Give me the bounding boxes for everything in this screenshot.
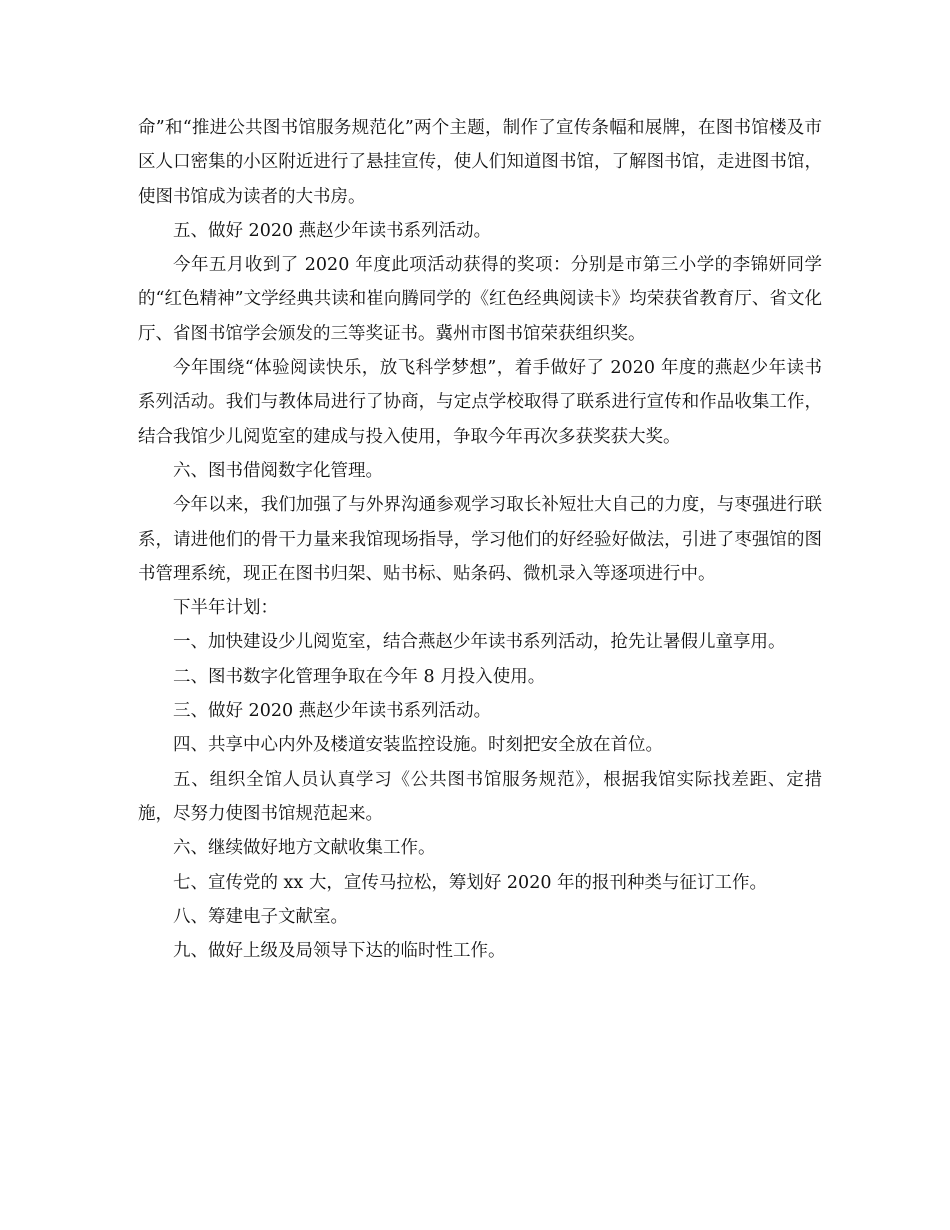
paragraph-heading-5: 五、做好 2020 燕赵少年读书系列活动。 [173,220,492,241]
plan-item-6: 六、继续做好地方文献收集工作。 [173,838,436,859]
plan-item-3: 三、做好 2020 燕赵少年读书系列活动。 [173,701,492,722]
plan-item-5: 五、组织全馆人员认真学习《公共图书馆服务规范》，根据我馆实际找差距、定措施，尽努力使图书馆规范起来。 [138,769,822,824]
document-body [138,111,822,968]
plan-item-7: 七、宣传党的 xx 大，宣传马拉松，筹划好 2020 年的报刊种类与征订工作。 [173,872,768,893]
plan-item-9: 九、做好上级及局领导下达的临时性工作。 [173,941,506,962]
plan-item-2: 二、图书数字化管理争取在今年 8 月投入使用。 [173,666,546,687]
paragraph-heading-6: 六、图书借阅数字化管理。 [173,460,383,481]
paragraph-awards: 今年五月收到了 2020 年度此项活动获得的奖项：分别是市第三小学的李锦妍同学的“红色精神”文学经典共读和崔向腾同学的《红色经典阅读卡》均荣获省教育厅、省文化厅、省图书馆学会颁发的三等奖证书。冀州市图书馆荣获组织奖。 [138,255,822,344]
paragraph-plan-heading: 下半年计划： [173,598,278,619]
plan-item-4: 四、共享中心内外及楼道安装监控设施。时刻把安全放在首位。 [173,735,663,756]
plan-item-8: 八、筹建电子文献室。 [173,906,348,927]
paragraph-digitization: 今年以来，我们加强了与外界沟通参观学习取长补短壮大自己的力度，与枣强进行联系，请进他们的骨干力量来我馆现场指导，学习他们的好经验好做法，引进了枣强馆的图书管理系统，现正在图书归架、贴书标、贴条码、微机录入等逐项进行中。 [138,495,822,584]
plan-item-1: 一、加快建设少儿阅览室，结合燕赵少年读书系列活动，抢先让暑假儿童享用。 [173,632,786,653]
paragraph-reading-activities: 今年围绕“体验阅读快乐，放飞科学梦想”，着手做好了 2020 年度的燕赵少年读书系列活动。我们与教体局进行了协商，与定点学校取得了联系进行宣传和作品收集工作，结合我馆少儿阅览室的建成与投入使用，争取今年再次多获奖获大奖。 [138,358,822,447]
paragraph-continued: 命”和“推进公共图书馆服务规范化”两个主题，制作了宣传条幅和展牌，在图书馆楼及市区人口密集的小区附近进行了悬挂宣传，使人们知道图书馆，了解图书馆，走进图书馆，使图书馆成为读者的大书房。 [138,118,822,207]
